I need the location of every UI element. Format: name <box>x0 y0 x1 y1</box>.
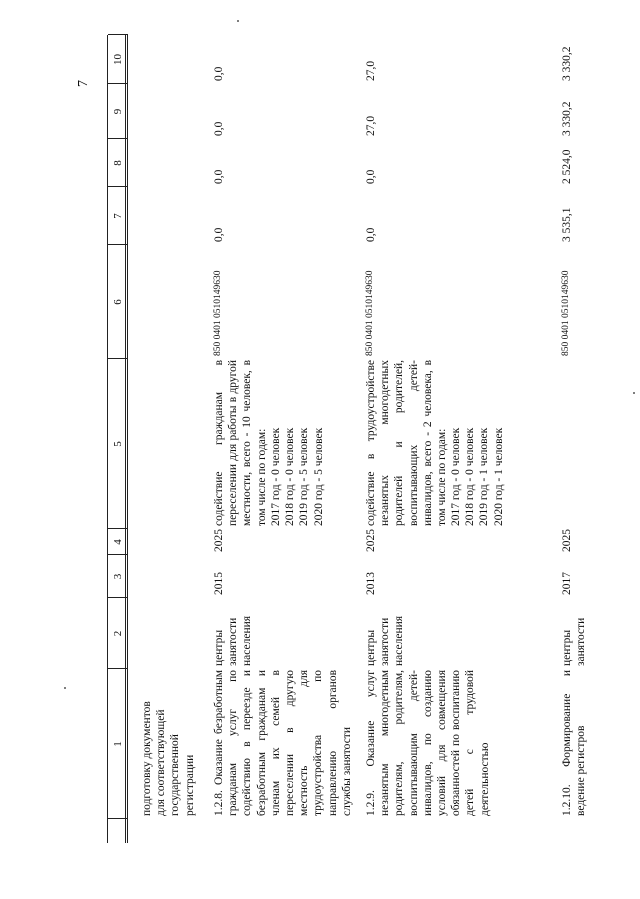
row-2-col4: 2025 <box>365 529 377 552</box>
rotated-table-page <box>0 39 640 899</box>
column-header: 1 <box>112 741 124 747</box>
row-3-col3: 2017 <box>561 572 573 595</box>
scan-speck <box>237 20 239 22</box>
header-line <box>127 35 128 843</box>
row-1-col4: 2025 <box>213 529 225 552</box>
column-header: 3 <box>112 573 124 580</box>
row-1-col5: содействие гражданам в переселении для работы в другой местности, всего - 10 человек, в том числе по годам: <box>213 360 268 526</box>
row-3-col8: 2 524,0 <box>561 149 573 184</box>
row-3-col7: 3 535,1 <box>561 207 573 242</box>
column-header: 7 <box>112 213 124 219</box>
column-header: 4 <box>112 539 124 545</box>
row-1-col9: 0,0 <box>213 121 225 136</box>
column-header: 2 <box>112 630 124 637</box>
row-2-col3: 2013 <box>365 572 377 595</box>
row-0-col1: подготовку документов для соответствующей государственной регистрации <box>141 701 196 816</box>
column-header: 10 <box>112 54 124 65</box>
row-1-col3: 2015 <box>213 572 225 595</box>
row-1-col6: 850 0401 0510149630 <box>213 270 223 356</box>
row-2-col6: 850 0401 0510149630 <box>365 270 375 356</box>
row-3-col6: 850 0401 0510149630 <box>561 270 571 356</box>
row-1-col7: 0,0 <box>213 227 225 242</box>
row-1-col5-years: 2017 год - 0 человек 2018 год - 0 человек 2019 год - 5 человек 2020 год - 5 человек <box>270 427 325 526</box>
row-3-col9: 3 330,2 <box>561 101 573 136</box>
row-2-col7: 0,0 <box>365 227 377 242</box>
row-1-col10: 0,0 <box>213 66 225 81</box>
column-header: 6 <box>112 299 124 305</box>
row-1-col8: 0,0 <box>213 169 225 184</box>
row-3-col2: центры занятости <box>561 617 588 666</box>
page-number: 7 <box>76 80 91 87</box>
row-1-col1: 1.2.8. Оказание безработным гражданам услуг по содействию в переезде и безработным гражданам и членам их семей в переселении в другую местность для трудоустройства по направлению органов службы занятости <box>213 670 353 816</box>
row-2-col5: содействие в трудоустройстве незанятых многодетных родителей и родителей, воспитывающих детей-инвалидов, всего - 2 человека, в том числе по годам: <box>365 360 449 526</box>
row-2-col10: 27,0 <box>365 60 377 81</box>
row-2-col2: центры занятости населения <box>365 615 406 666</box>
column-header: 8 <box>112 160 124 166</box>
row-2-col5-years: 2017 год - 0 человек 2018 год - 0 человек 2019 год - 1 человек 2020 год - 1 человек <box>450 427 505 526</box>
row-1-col2: центры занятости населения <box>213 615 254 666</box>
column-header: 5 <box>112 441 124 447</box>
row-3-col10: 3 330,2 <box>561 46 573 81</box>
row-2-col1: 1.2.9. Оказание услуг незанятым многодетным родителям, родителям, воспитывающим детей-инвалидов, по созданию условий для совмещения обязанностей по воспитанию детей с трудовой деятельностью <box>365 670 491 816</box>
column-header: 9 <box>112 108 124 115</box>
row-3-col4: 2025 <box>561 529 573 552</box>
row-2-col8: 0,0 <box>365 169 377 184</box>
row-3-col1: 1.2.10. Формирование и ведение регистров <box>561 670 588 816</box>
header-top-border <box>107 35 108 843</box>
row-2-col9: 27,0 <box>365 115 377 136</box>
